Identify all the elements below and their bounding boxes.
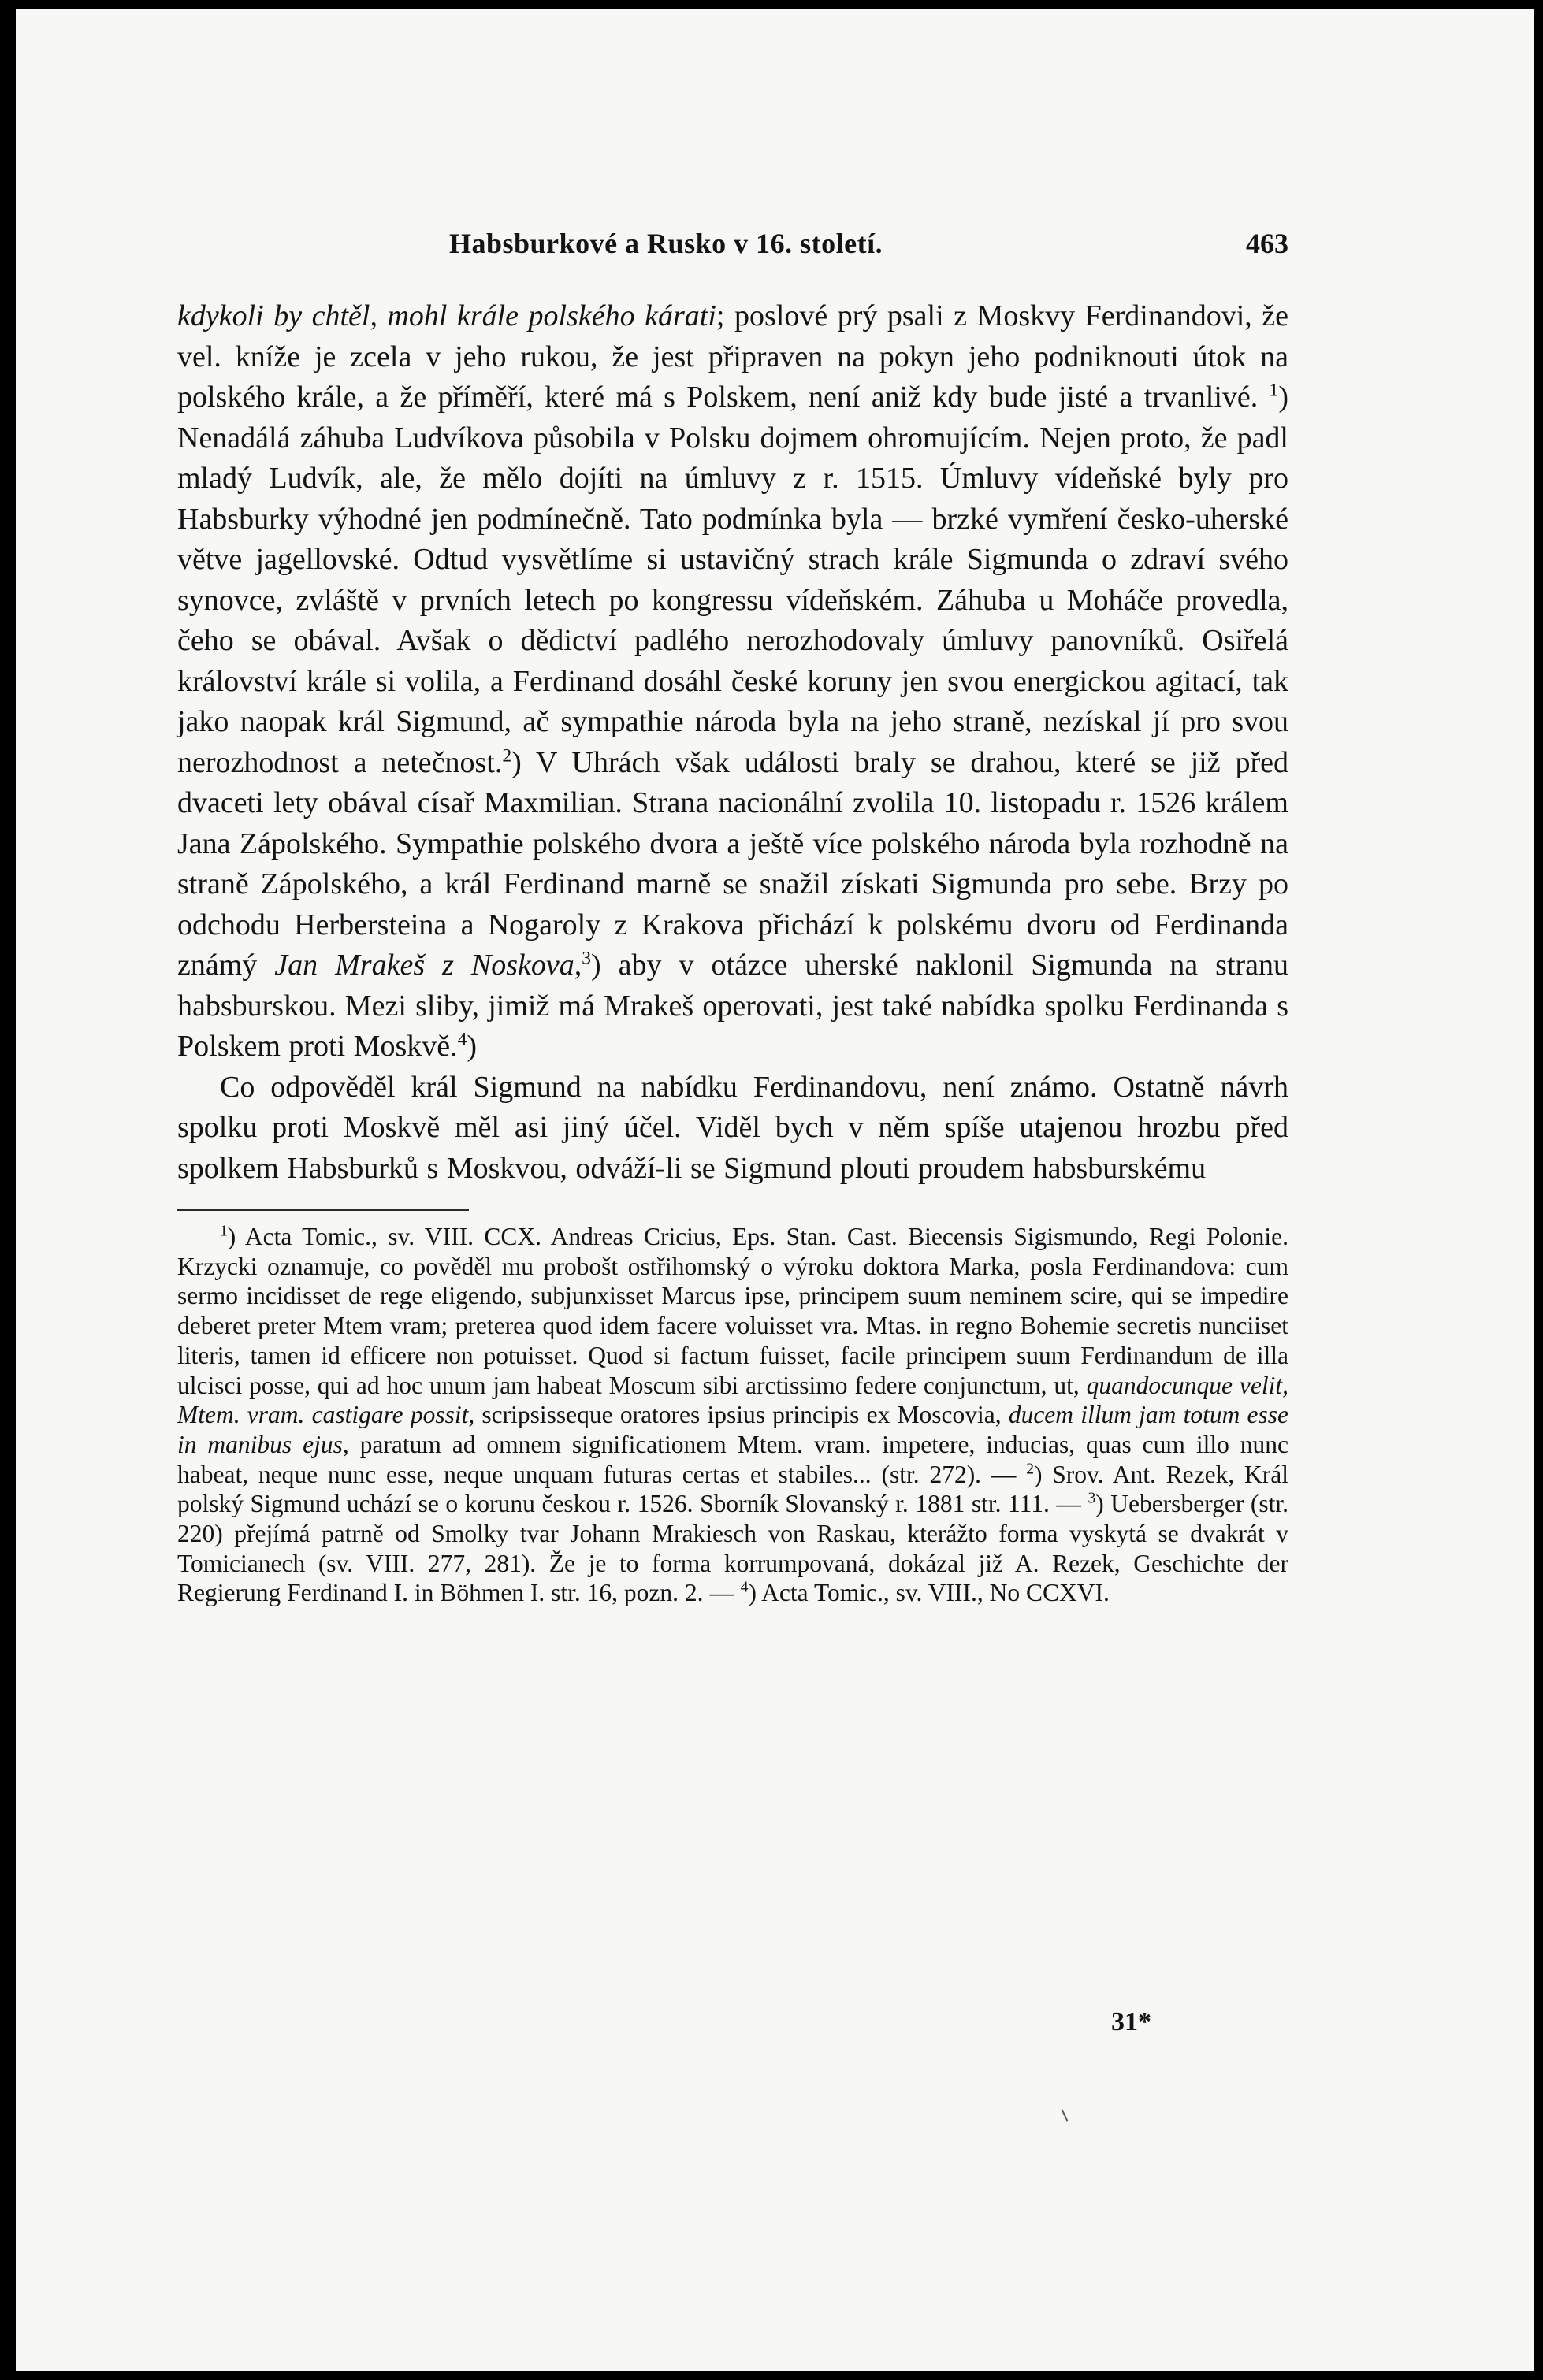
text-run: ) aby v otázce uherské naklonil Sigmunda na stranu habsburskou. Mezi sliby, jimiž má Mrakeš operovati, jest také nabídka spolku Ferdinanda s Polskem proti Moskvě. — [177, 949, 1289, 1063]
footnote-mark: 3 — [1088, 1490, 1096, 1507]
text-run: ) — [467, 1030, 478, 1063]
footnote-text: scripsisseque oratores ipsius principis ex Moscovia, — [481, 1401, 1002, 1429]
footnote-text: ) Uebersberger (str. 220) přejímá patrně od Smolky tvar Johann Mrakiesch von Raskau, kterážto forma vyskytá se dvakrát v Tomicianech (sv. VIII. 277, 281). Že je to forma korrumpovaná, dokázal již A. Rezek, Geschichte der Regierung Ferdinand I. in Böhmen I. str. 16, pozn. 2. — — [177, 1490, 1288, 1607]
paragraph-1 — [177, 296, 1288, 1067]
running-head — [177, 227, 1288, 268]
running-title: Habsburkové a Rusko v 16. století. — [449, 228, 883, 259]
footnote-mark: 1 — [220, 1223, 228, 1240]
italic-name: Jan Mrakeš z Noskova, — [274, 949, 582, 982]
text-run: ) V Uhrách však události braly se drahou, které se již před dvaceti lety obával císař Maxmilian. Strana nacionální zvolila 10. listopadu r. 1526 králem Jana Zápolského. Sympathie polského dvora a ještě více polského národa byla rozhodně na straně Zápolského, a král Ferdinand marně se snažil získati Sigmunda pro sebe. Brzy po odchodu Herbersteina a Nogaroly z Krakova přichází k polskému dvoru od Ferdinanda známý — [177, 745, 1288, 982]
footnote-rule — [177, 1209, 469, 1211]
text-block — [177, 227, 1288, 1608]
footnote-ref: 3 — [582, 948, 592, 969]
footnote-ref: 1 — [1269, 380, 1279, 401]
scan-speck — [1062, 2109, 1069, 2121]
footnote-ref: 2 — [502, 744, 512, 766]
page-number: 463 — [1246, 228, 1288, 259]
footnote-text: ) Acta Tomic., sv. VIII. CCX. Andreas Cricius, Eps. Stan. Cast. Biecensis Sigismundo, Regi Polonie. Krzycki oznamuje, co pověděl mu probošt ostřihomský o výroku doktora Marka, posla Ferdinandova: cum sermo incidisset de rege eligendo, subjunxisset Marcus ipse, principem suum neminem scire, qui se impedire deberet preter Mtem vram; preterea quod idem facere voluisset vra. Mtas. in regno Bohemie secretis nunciiset literis, tamen id efficere non potuisset. Quod si factum fuisset, facile principem suum Ferdinandum de illa ulcisci posse, qui ad hoc unum jam habeat Moscum sibi arctissimo federe conjunctum, ut, — [177, 1223, 1288, 1399]
main-text — [177, 296, 1288, 1189]
italic-lead: kdykoli by chtěl, mohl krále polského kárati — [177, 299, 716, 332]
text-run: ; poslové prý psali z Moskvy Ferdinandovi, že vel. kníže je zcela v jeho rukou, že jest připraven na pokyn jeho podniknouti útok na polského krále, a že příměří, které má s Polskem, není aniž kdy bude jisté a trvanlivé. — [177, 299, 1288, 414]
footnote-italic: ducem illum jam totum esse in manibus ejus, — [177, 1401, 1289, 1458]
footnotes — [177, 1222, 1288, 1608]
footnote-text: ) Srov. Ant. Rezek, Král polský Sigmund uchází se o korunu českou r. 1526. Sborník Slovanský r. 1881 str. 111. — — [177, 1460, 1289, 1518]
paragraph-2: Co odpověděl král Sigmund na nabídku Ferdinandovu, není známo. Ostatně návrh spolku proti Moskvě měl asi jiný účel. Viděl bych v něm spíše utajenou hrozbu před spolkem Habsburků s Moskvou, odváží-li se Sigmund plouti proudem habsburskému — [177, 1070, 1288, 1185]
book-page — [16, 9, 1534, 2371]
scan-edge — [0, 0, 16, 2380]
footnote-text: paratum ad omnem significationem Mtem. vram. impetere, inducias, quas cum illo nunc habeat, neque nunc esse, neque unquam futuras certas et stabiles... (str. 272). — — [177, 1430, 1288, 1488]
footnote-ref: 4 — [457, 1029, 467, 1050]
footnote-text: ) Acta Tomic., sv. VIII., No CCXVI. — [748, 1579, 1110, 1607]
text-run: ) Nenadálá záhuba Ludvíkova působila v Polsku dojmem ohromujícím. Nejen proto, že padl mladý Ludvík, ale, že mělo dojíti na úmluvy z r. 1515. Úmluvy vídeňské byly pro Habsburky výhodné jen podmínečně. Tato podmínka byla — brzké vymření česko-uherské větve jagellovské. Odtud vysvětlíme si ustavičný strach krále Sigmunda o zdraví svého synovce, zvláště v prvních letech po kongressu vídeňském. Záhuba u Moháče provedla, čeho se obával. Avšak o dědictví padlého nerozhodovaly úmluvy panovníků. Osiřelá království krále si volila, a Ferdinand dosáhl české koruny jen svou energickou agitací, tak jako naopak král Sigmund, ač sympathie národa byla na jeho straně, nezískal jí pro svou nerozhodnost a netečnost. — [177, 381, 1289, 779]
signature-mark: 31* — [1111, 2007, 1151, 2037]
footnote-italic: quandocunque velit, Mtem. vram. castigare possit, — [177, 1371, 1288, 1429]
footnote-mark: 2 — [1026, 1461, 1034, 1478]
footnote-mark: 4 — [740, 1579, 749, 1596]
